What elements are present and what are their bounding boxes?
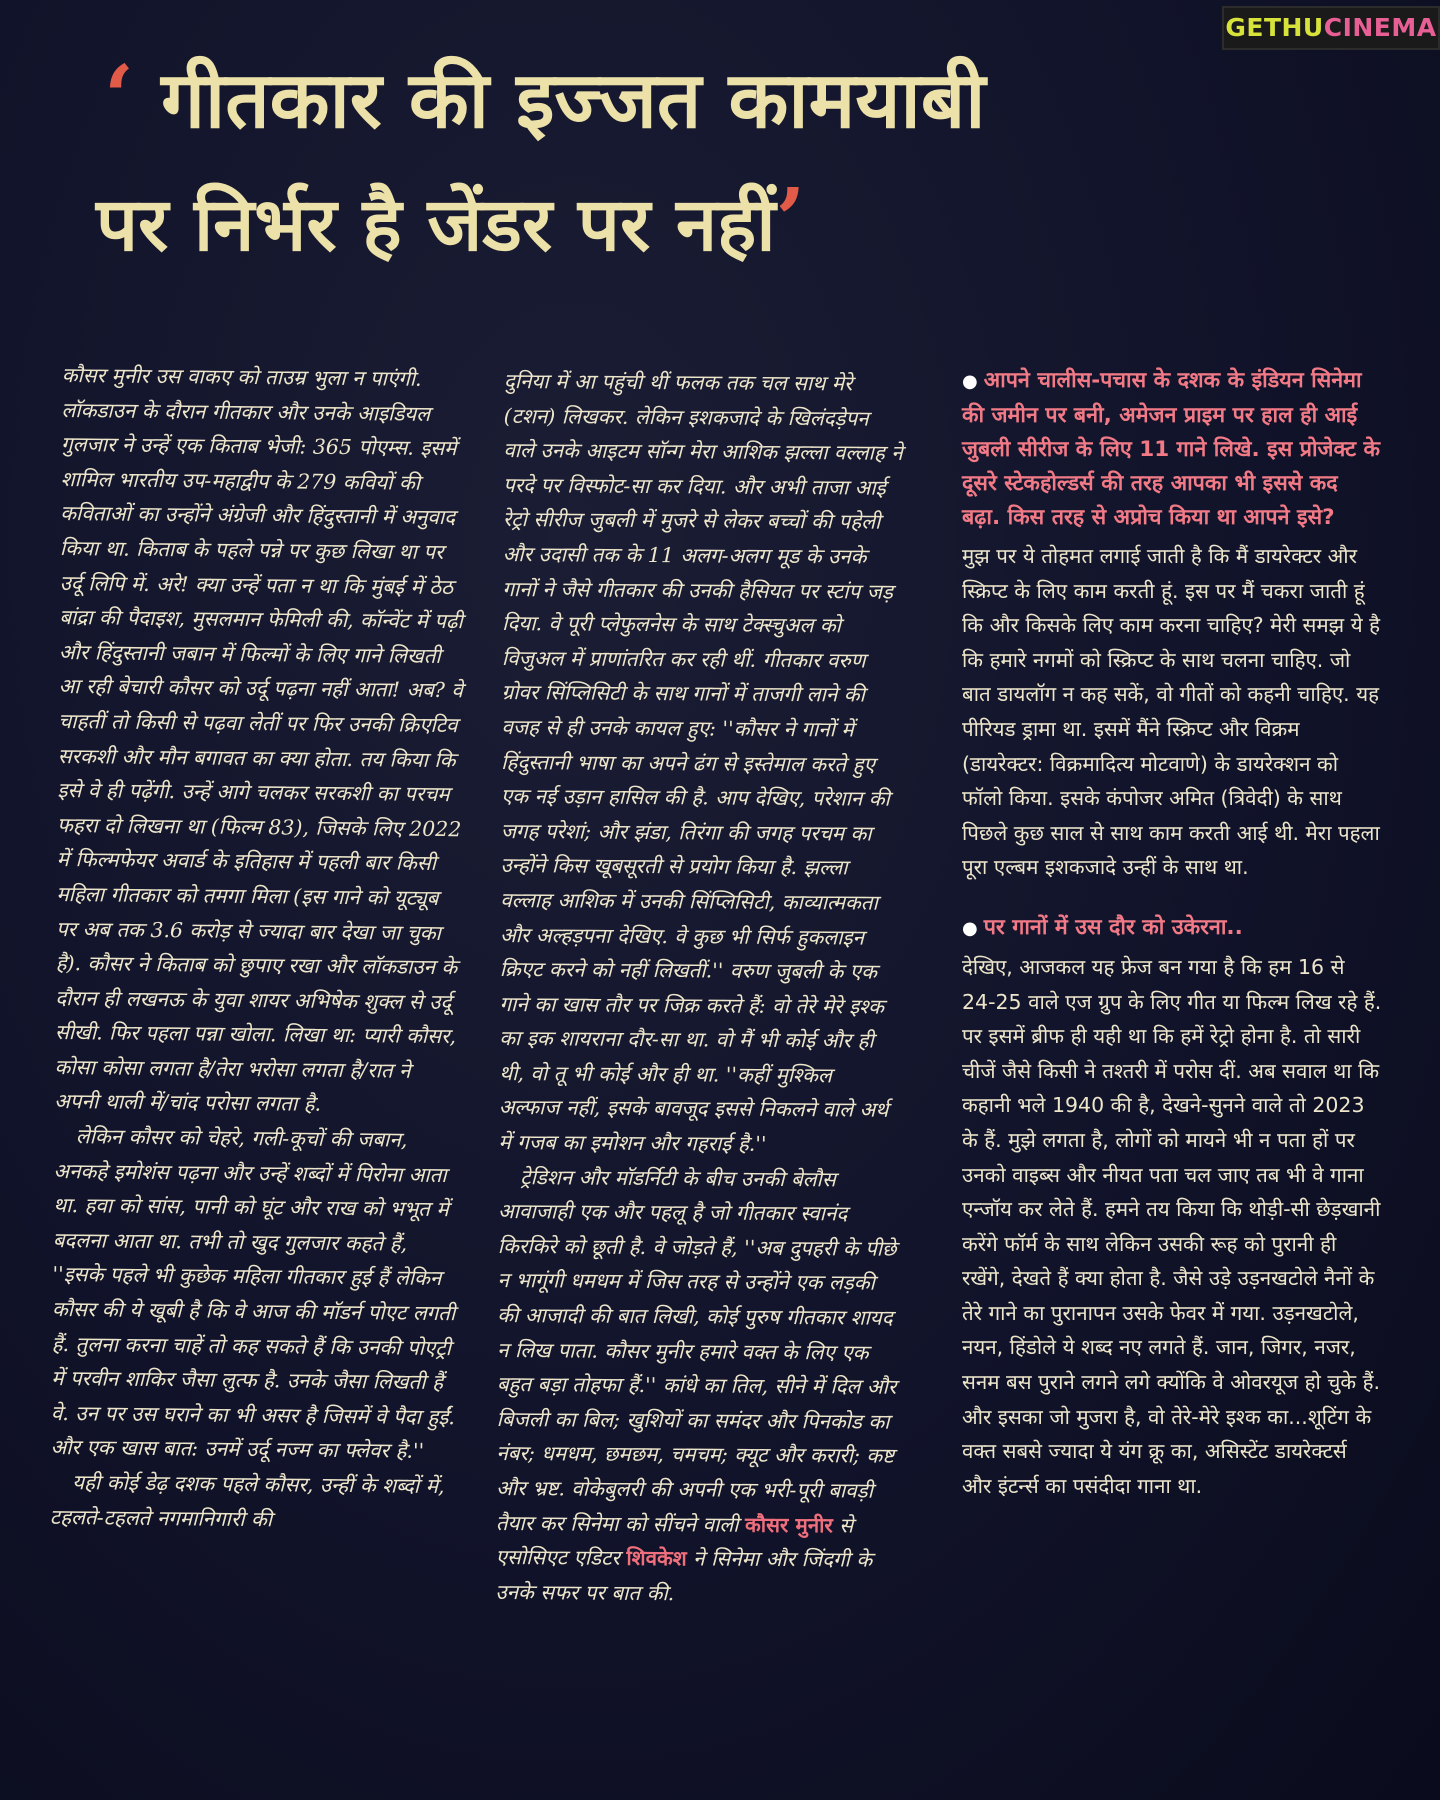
column-2 [495, 364, 904, 1612]
watermark-part-2: CINEMA [1323, 13, 1437, 42]
col2-credit-text-a: से एसोसिएट एडिटर [495, 1512, 854, 1571]
interview-question-2 [962, 911, 1382, 946]
headline-text-1: गीतकार की इज्जत कामयाबी [161, 56, 986, 146]
col1-paragraph-2: लेकिन कौसर को चेहरे, गली-कूचों की जबान, अनकहे इमोशंस पढ़ना और उन्हें शब्दों में पिरोना आता था. हवा को सांस, पानी को घूंट और राख को भभूत में बदलना आता था. तभी तो खुद गुलजार कहते हैं, ''इसके पहले भी कुछेक महिला गीतकार हुई हैं लेकिन कौसर की ये खूबी है कि वे आज की मॉडर्न पोएट लगती हैं. तुलना करना चाहें तो कह सकते हैं कि उनकी पोएट्री में परवीन शाकिर जैसा लुत्फ है. उनके जैसा लिखती हैं वे. उन पर उस घराने का भी असर है जिसमें वे पैदा हुईं. और एक खास बात: उनमें उर्दू नज्म का फ्लेवर है.'' [50, 1124, 456, 1464]
col1-paragraph-1: कौसर मुनीर उस वाकए को ताउम्र भुला न पाएंगी. लॉकडाउन के दौरान गीतकार और उनके आइडियल गुलजार ने उन्हें एक किताब भेजी: 365 पोएम्स. इसमें शामिल भारतीय उप-महाद्वीप के 279 कवियों की कविताओं का उन्होंने अंग्रेजी और हिंदुस्तानी में अनुवाद किया था. किताब के पहले पन्ने पर कुछ लिखा था पर उर्दू लिपि में. अरे! क्या उन्हें पता न था कि मुंबई में ठेठ बांद्रा की पैदाइश, मुसलमान फेमिली की, कॉन्वेंट में पढ़ी और हिंदुस्तानी जबान में फिल्मों के लिए गाने लिखती आ रही बेचारी कौसर को उर्दू पढ़ना नहीं आता! अब? वे चाहतीं तो किसी से पढ़वा लेतीं पर फिर उनकी क्रिएटिव सरकशी और मौन बगावत का क्या होता. तय किया कि इसे वे ही पढ़ेंगी. उन्हें आगे चलकर सरकशी का परचम फहरा दो लिखना था (फिल्म 83), जिसके लिए 2022 में फिल्मफेयर अवार्ड के इतिहास में पहली बार किसी महिला गीतकार को तमगा मिला (इस गाने को यूट्यूब पर अब तक 3.6 करोड़ से ज्यादा बार देखा जा चुका है). कौसर ने किताब को छुपाए रखा और लॉकडाउन के दौरान ही लखनऊ के युवा शायर अभिषेक शुक्ल से उर्दू सीखी. फिर पहला पन्ना खोला. लिखा था: प्यारी कौसर, कोसा कोसा लगता है/तेरा भरोसा लगता है/रात ने अपनी थाली में/चांद परोसा लगता है. [54, 362, 463, 1117]
col2-credit-text-b: ने सिनेमा और जिंदगी के उनके सफर पर बात की. [495, 1546, 873, 1605]
section-gap [962, 885, 1382, 911]
open-quote-mark: ‘ [104, 47, 134, 148]
column-3 [962, 364, 1382, 1503]
editor-name: शिवकेश [626, 1546, 687, 1571]
bullet-dot-icon: ● [962, 917, 978, 939]
interview-answer-2: देखिए, आजकल यह फ्रेज बन गया है कि हम 16 से 24-25 वाले एज ग्रुप के लिए गीत या फिल्म लिख रहे हैं. पर इसमें ब्रीफ ही यही था कि हमें रेट्रो होना है. तो सारी चीजें जैसे किसी ने तश्तरी में परोस दीं. अब सवाल था कि कहानी भले 1940 की है, देखने-सुनने वाले तो 2023 के हैं. मुझे लगता है, लोगों को मायने भी न पता हों पर उनको वाइब्स और नीयत पता चल जाए तब भी वे गाना एन्जॉय कर लेते हैं. हमने तय किया कि थोड़ी-सी छेड़खानी करेंगे फॉर्म के साथ लेकिन उसकी रूह को पुरानी ही रखेंगे, देखते हैं क्या होता है. जैसे उड़े उड़नखटोले नैनों के तेरे गाने का पुरानापन उसके फेवर में गया. उड़नखटोले, नयन, हिंडोले ये शब्द नए लगते हैं. जान, जिगर, नजर, सनम बस पुराने लगने लगे क्योंकि वे ओवरयूज हो चुके हैं. और इसका जो मुजरा है, वो तेरे-मेरे इश्क का...शूटिंग के वक्त सबसे ज्यादा ये यंग क्रू का, असिस्टेंट डायरेक्टर्स और इंटर्न्स का पसंदीदा गाना था. [962, 954, 1382, 1498]
column-1 [50, 358, 467, 1538]
question-1-text: आपने चालीस-पचास के दशक के इंडियन सिनेमा की जमीन पर बनी, अमेजन प्राइम पर हाल ही आई जुबली सीरीज के लिए 11 गाने लिखे. इस प्रोजेक्ट के दूसरे स्टेकहोल्डर्स की तरह आपका भी इससे कद बढ़ा. किस तरह से अप्रोच किया था आपने इसे? [962, 368, 1381, 530]
col2-paragraph-1: दुनिया में आ पहुंची थीं फलक तक चल साथ मेरे (टशन) लिखकर. लेकिन इशकजादे के खिलंदड़ेपन वाले उनके आइटम सॉन्ग मेरा आशिक झल्ला वल्लाह ने परदे पर विस्फोट-सा कर दिया. और अभी ताजा आई रेट्रो सीरीज जुबली में मुजरे से लेकर बच्चों की पहेली और उदासी तक के 11 अलग-अलग मूड के उनके गानों ने जैसे गीतकार की उनकी हैसियत पर स्टांप जड़ दिया. वे पूरी प्लेफुलनेस के साथ टेक्स्चुअल को विजुअल में प्राणांतरित कर रही थीं. गीतकार वरुण ग्रोवर सिंप्लिसिटी के साथ गानों में ताजगी लाने की वजह से ही उनके कायल हुए: ''कौसर ने गानों में हिंदुस्तानी भाषा का अपने ढंग से इस्तेमाल करते हुए एक नई उड़ान हासिल की है. आप देखिए, परेशान की जगह परेशां; और झंडा, तिरंगा की जगह परचम का उन्होंने किस खूबसूरती से प्रयोग किया है. झल्ला वल्लाह आशिक में उनकी सिंप्लिसिटी, काव्यात्मकता और अल्हड़पना देखिए. वे कुछ भी सिर्फ हुकलाइन क्रिएट करने को नहीं लिखतीं.'' वरुण जुबली के एक गाने का खास तौर पर जिक्र करते हैं: वो तेरे मेरे इश्क का इक शायराना दौर-सा था. वो मैं भी कोई और ही थी, वो तू भी कोई और ही था. ''कहीं मुश्किल अल्फाज नहीं, इसके बावजूद इससे निकलने वाले अर्थ में गजब का इमोशन और गहराई है.'' [498, 368, 903, 1156]
col1-paragraph-3: यही कोई डेढ़ दशक पहले कौसर, उन्हीं के शब्दों में, टहलते-टहलते नगमानिगारी की [49, 1470, 445, 1531]
col2-paragraph-2 [495, 1160, 898, 1613]
question-2-text: पर गानों में उस दौर को उकेरना.. [983, 914, 1243, 940]
headline-text-2: पर निर्भर है जेंडर पर नहीं [96, 182, 776, 268]
bullet-dot-icon: ● [962, 371, 978, 392]
watermark-part-1: GETHU [1225, 13, 1324, 42]
subject-name: कौसर मुनीर [744, 1512, 833, 1537]
headline-line-1 [96, 38, 1316, 161]
interview-question-1 [962, 364, 1382, 535]
close-quote-mark: ’ [775, 170, 806, 271]
col2-paragraph-2-text: ट्रेडिशन और मॉडर्निटी के बीच उनकी बेलौस आवाजाही एक और पहलू है जो गीतकार स्वानंद किरकिरे को छूती है. वे जोड़ते हैं, ''अब दुपहरी के पीछे न भागूंगी धमधम में जिस तरह से उन्होंने एक लड़की की आजादी की बात लिखी, कोई पुरुष गीतकार शायद न लिख पाता. कौसर मुनीर हमारे वक्त के लिए एक बहुत बड़ा तोहफा हैं.'' कांधे का तिल, सीने में दिल और बिजली का बिल; खुशियों का समंदर और पिनकोड का नंबर; धमधम, छमछम, चमचम; क्यूट और करारी; कष्ट और भ्रष्ट. वोकेबुलरी की अपनी एक भरी-पूरी बावड़ी तैयार कर सिनेमा को सींचने वाली [495, 1164, 897, 1537]
article-headline [96, 38, 1316, 285]
headline-line-2 [96, 161, 1316, 285]
interview-answer-1: मुझ पर ये तोहमत लगाई जाती है कि मैं डायरेक्टर और स्क्रिप्ट के लिए काम करती हूं. इस पर मैं चकरा जाती हूं कि और किसके लिए काम करना चाहिए? मेरी समझ ये है कि हमारे नगमों को स्क्रिप्ट के साथ चलना चाहिए. जो बात डायलॉग न कह सकें, वो गीतों को कहनी चाहिए. यह पीरियड ड्रामा था. इसमें मैंने स्क्रिप्ट और विक्रम (डायरेक्टर: विक्रमादित्य मोटवाणे) के डायरेक्शन को फॉलो किया. इसके कंपोजर अमित (त्रिवेदी) के साथ पिछले कुछ साल से साथ काम करती आई थी. मेरा पहला पूरा एल्बम इशकजादे उन्हीं के साथ था. [962, 544, 1380, 880]
